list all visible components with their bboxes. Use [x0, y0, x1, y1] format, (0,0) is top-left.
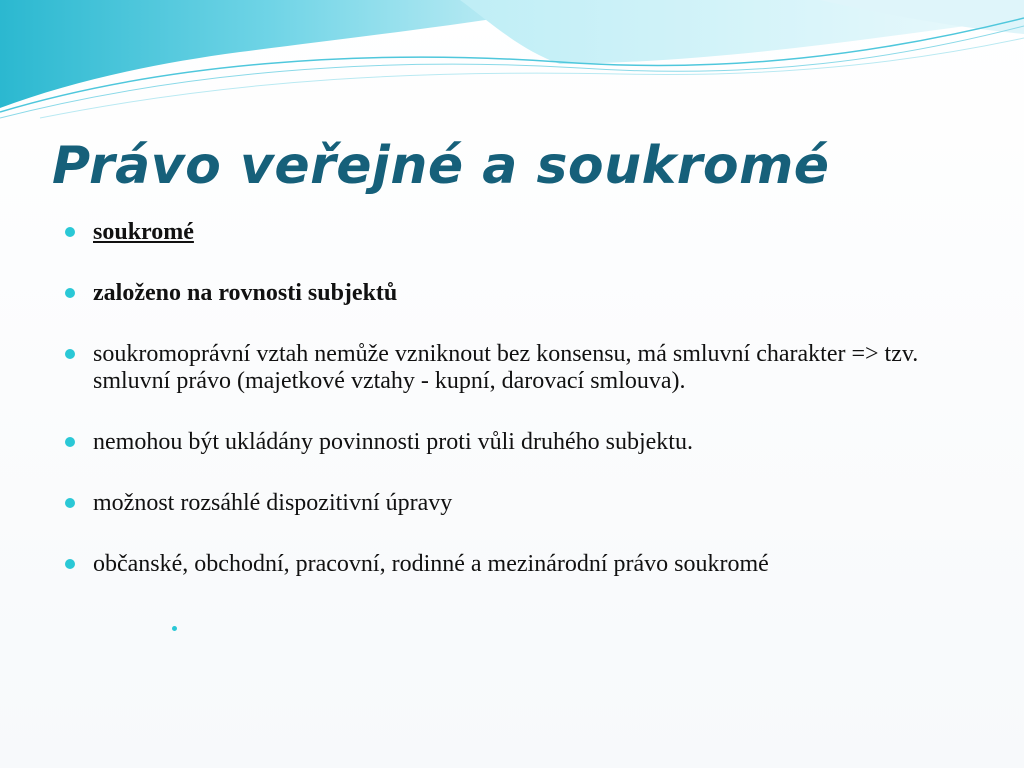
bullet-text: soukromé [93, 219, 194, 245]
bullet-text: nemohou být ukládány povinnosti proti vůli druhého subjektu. [93, 429, 693, 455]
bullet-dot-icon [65, 559, 75, 569]
bullet-text: možnost rozsáhlé dispozitivní úpravy [93, 490, 453, 516]
bullet-item [65, 429, 965, 456]
bullet-dot-icon [65, 437, 75, 447]
bullet-dot-icon [65, 498, 75, 508]
bullet-dot-icon [65, 227, 75, 237]
slide-title: Právo veřejné a soukromé [52, 136, 830, 196]
bullet-item [65, 280, 965, 307]
bullet-item [65, 551, 965, 578]
bullet-item [65, 490, 965, 517]
bullet-dot-icon [65, 349, 75, 359]
bullet-item [65, 219, 965, 246]
empty-bullet-dot-icon [172, 626, 177, 631]
bullet-text: soukromoprávní vztah nemůže vzniknout bez konsensu, má smluvní charakter => tzv. smluvní právo (majetkové vztahy - kupní, darovací smlouva). [93, 341, 919, 394]
bullet-list [65, 219, 965, 578]
header-wave-decoration [0, 0, 1024, 130]
bullet-text: založeno na rovnosti subjektů [93, 280, 398, 306]
bullet-text: občanské, obchodní, pracovní, rodinné a mezinárodní právo soukromé [93, 551, 769, 577]
bullet-item [65, 341, 965, 395]
bullet-dot-icon [65, 288, 75, 298]
